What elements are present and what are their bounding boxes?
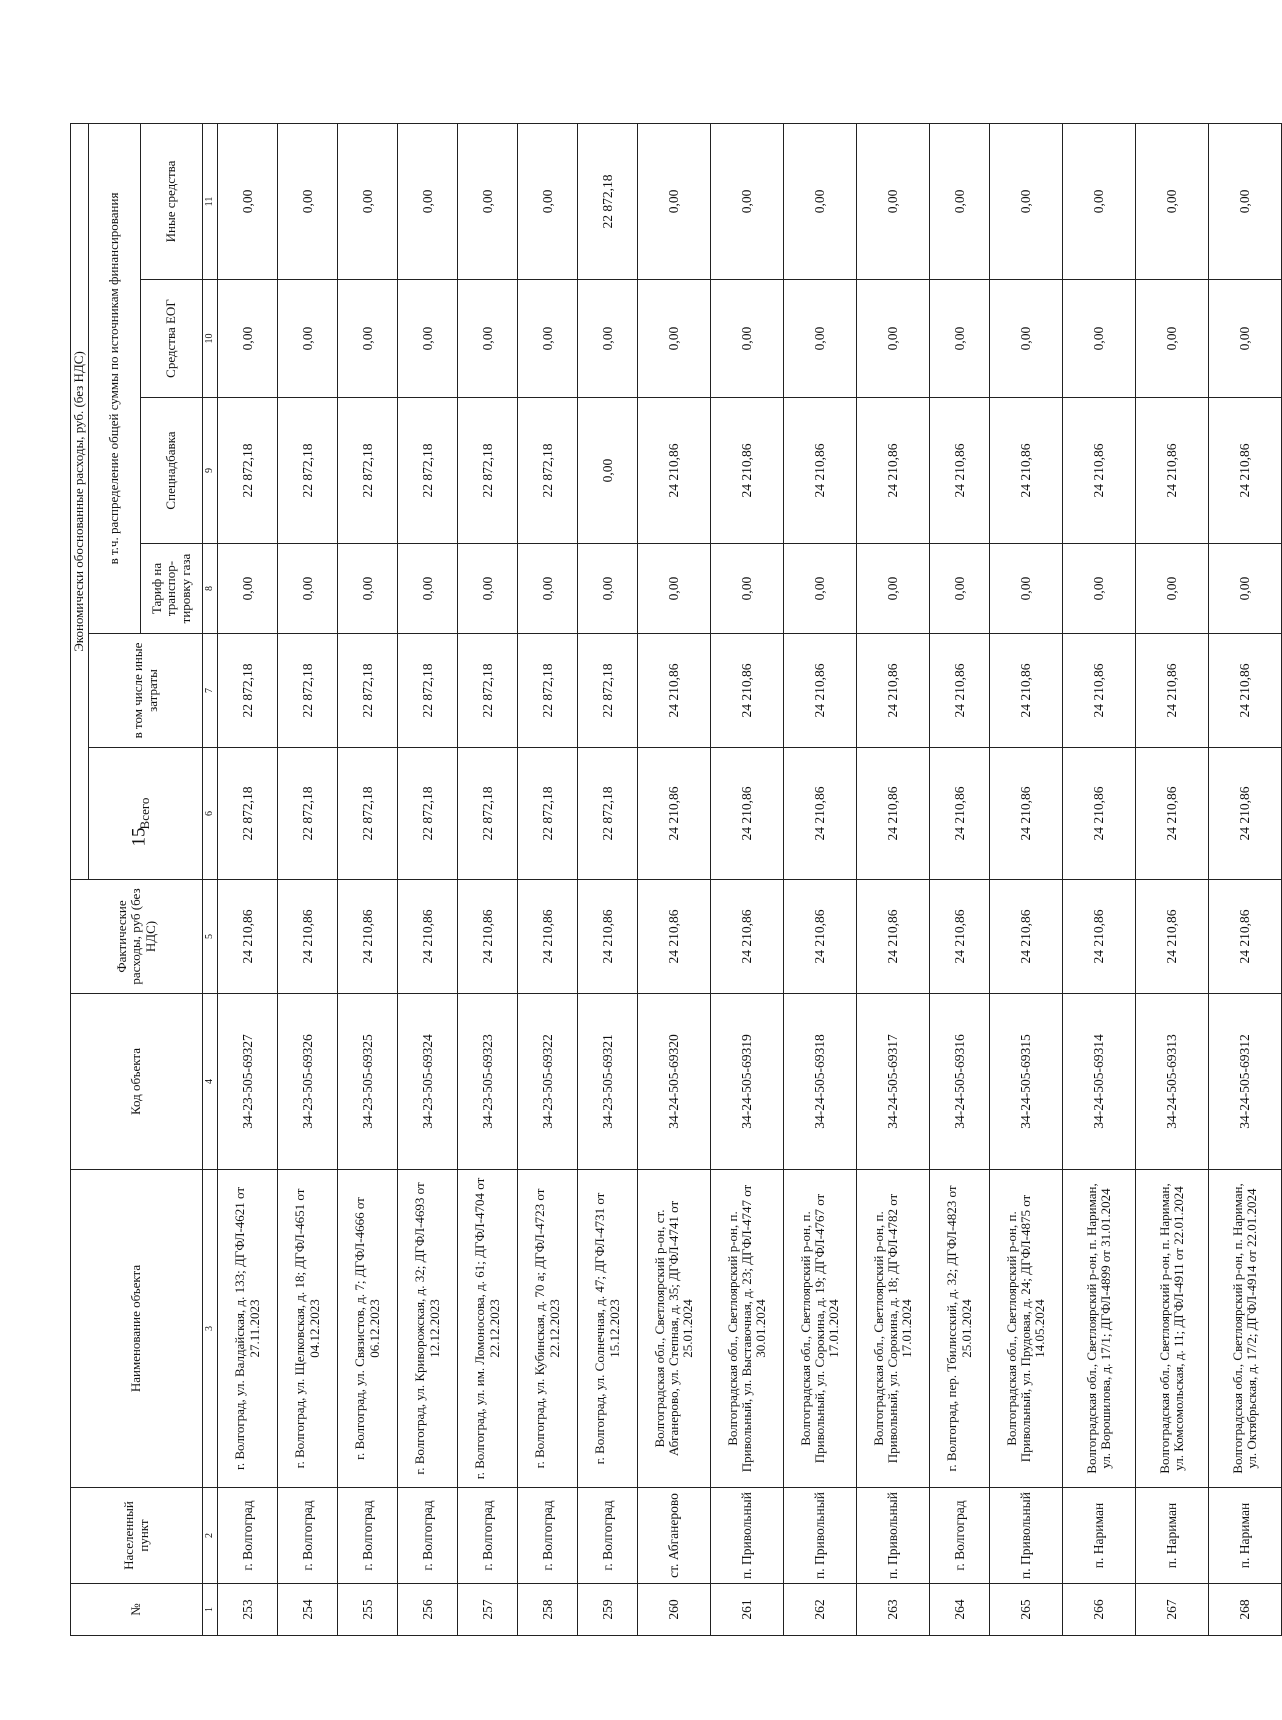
header-actual-expenses: Фактические расходы, руб (без НДС)	[71, 880, 203, 994]
actual-expenses-cell: 24 210,86	[990, 880, 1063, 994]
object-name-cell: г. Волгоград, пер. Тбилисский, д. 32; ДГФЛ-4823 от 25.01.2024	[930, 1170, 990, 1488]
total-cell: 24 210,86	[1063, 748, 1136, 880]
other-costs-cell: 22 872,18	[338, 634, 398, 748]
object-name-cell: Волгоградская обл., Светлоярский р-он, п. Нариман, ул. Октябрьская, д. 17/2; ДГФЛ-4914 от 22.01.2024	[1209, 1170, 1282, 1488]
tariff-cell: 0,00	[711, 544, 784, 634]
column-number: 3	[203, 1170, 218, 1488]
object-name-cell: г. Волгоград, ул. Солнечная, д. 47; ДГФЛ-4731 от 15.12.2023	[578, 1170, 638, 1488]
object-name-cell: Волгоградская обл., Светлоярский р-он, п. Привольный, ул. Сорокина, д. 19; ДГФЛ-4767 от 17.01.2024	[784, 1170, 857, 1488]
other-costs-cell: 24 210,86	[1209, 634, 1282, 748]
other-costs-cell: 24 210,86	[1063, 634, 1136, 748]
row-number: 265	[990, 1584, 1063, 1636]
special-charge-cell: 0,00	[578, 398, 638, 544]
tariff-cell: 0,00	[578, 544, 638, 634]
tariff-cell: 0,00	[1136, 544, 1209, 634]
header-no: №	[71, 1584, 203, 1636]
object-code-cell: 34-23-505-69322	[518, 994, 578, 1170]
special-charge-cell: 24 210,86	[990, 398, 1063, 544]
special-charge-cell: 24 210,86	[784, 398, 857, 544]
other-funds-cell: 22 872,18	[578, 123, 638, 279]
eog-funds-cell: 0,00	[578, 280, 638, 398]
tariff-cell: 0,00	[1209, 544, 1282, 634]
column-numbers-row	[203, 123, 218, 1635]
object-code-cell: 34-24-505-69312	[1209, 994, 1282, 1170]
row-number: 264	[930, 1584, 990, 1636]
column-number: 11	[203, 123, 218, 279]
total-cell: 24 210,86	[1209, 748, 1282, 880]
locality-cell: п. Нариман	[1209, 1488, 1282, 1584]
row-number: 254	[278, 1584, 338, 1636]
total-cell: 22 872,18	[278, 748, 338, 880]
table-row	[218, 123, 278, 1635]
tariff-cell: 0,00	[990, 544, 1063, 634]
actual-expenses-cell: 24 210,86	[398, 880, 458, 994]
other-costs-cell: 22 872,18	[398, 634, 458, 748]
special-charge-cell: 22 872,18	[398, 398, 458, 544]
object-name-cell: Волгоградская обл., Светлоярский р-он, п. Нариман, ул. Ворошилова, д. 17/1; ДГФЛ-4899 от 31.01.2024	[1063, 1170, 1136, 1488]
locality-cell: п. Нариман	[1063, 1488, 1136, 1584]
object-code-cell: 34-23-505-69323	[458, 994, 518, 1170]
actual-expenses-cell: 24 210,86	[218, 880, 278, 994]
locality-cell: г. Волгоград	[218, 1488, 278, 1584]
rotated-table-container	[70, 124, 1259, 1636]
actual-expenses-cell: 24 210,86	[1136, 880, 1209, 994]
other-funds-cell: 0,00	[1209, 123, 1282, 279]
row-number: 266	[1063, 1584, 1136, 1636]
locality-cell: г. Волгоград	[278, 1488, 338, 1584]
total-cell: 24 210,86	[638, 748, 711, 880]
other-costs-cell: 22 872,18	[458, 634, 518, 748]
tariff-cell: 0,00	[218, 544, 278, 634]
total-cell: 24 210,86	[784, 748, 857, 880]
other-funds-cell: 0,00	[1063, 123, 1136, 279]
expenses-table	[70, 123, 1282, 1636]
other-costs-cell: 24 210,86	[638, 634, 711, 748]
eog-funds-cell: 0,00	[784, 280, 857, 398]
object-code-cell: 34-23-505-69325	[338, 994, 398, 1170]
locality-cell: г. Волгоград	[930, 1488, 990, 1584]
table-row	[278, 123, 338, 1635]
total-cell: 22 872,18	[218, 748, 278, 880]
locality-cell: г. Волгоград	[458, 1488, 518, 1584]
actual-expenses-cell: 24 210,86	[930, 880, 990, 994]
tariff-cell: 0,00	[638, 544, 711, 634]
other-costs-cell: 24 210,86	[990, 634, 1063, 748]
other-costs-cell: 22 872,18	[278, 634, 338, 748]
other-costs-cell: 24 210,86	[1136, 634, 1209, 748]
other-costs-cell: 24 210,86	[784, 634, 857, 748]
object-name-cell: Волгоградская обл., Светлоярский р-он, п. Привольный, ул. Сорокина, д. 18; ДГФЛ-4782 от 17.01.2024	[857, 1170, 930, 1488]
eog-funds-cell: 0,00	[857, 280, 930, 398]
eog-funds-cell: 0,00	[638, 280, 711, 398]
actual-expenses-cell: 24 210,86	[578, 880, 638, 994]
header-object-code: Код объекта	[71, 994, 203, 1170]
special-charge-cell: 24 210,86	[1209, 398, 1282, 544]
object-code-cell: 34-23-505-69327	[218, 994, 278, 1170]
table-row	[1209, 123, 1282, 1635]
eog-funds-cell: 0,00	[218, 280, 278, 398]
other-funds-cell: 0,00	[518, 123, 578, 279]
object-name-cell: Волгоградская обл., Светлоярский р-он, п. Нариман, ул. Комсомольская, д. 11; ДГФЛ-4911 от 22.01.2024	[1136, 1170, 1209, 1488]
special-charge-cell: 24 210,86	[1136, 398, 1209, 544]
tariff-cell: 0,00	[784, 544, 857, 634]
object-code-cell: 34-24-505-69315	[990, 994, 1063, 1170]
locality-cell: г. Волгоград	[338, 1488, 398, 1584]
table-row	[784, 123, 857, 1635]
table-row	[857, 123, 930, 1635]
column-number: 8	[203, 544, 218, 634]
column-number: 4	[203, 994, 218, 1170]
object-name-cell: г. Волгоград, ул. Валдайская, д. 133; ДГФЛ-4621 от 27.11.2023	[218, 1170, 278, 1488]
eog-funds-cell: 0,00	[711, 280, 784, 398]
eog-funds-cell: 0,00	[278, 280, 338, 398]
header-object-name: Наименование объекта	[71, 1170, 203, 1488]
column-number: 9	[203, 398, 218, 544]
other-funds-cell: 0,00	[398, 123, 458, 279]
locality-cell: п. Привольный	[990, 1488, 1063, 1584]
object-code-cell: 34-24-505-69314	[1063, 994, 1136, 1170]
object-name-cell: Волгоградская обл., Светлоярский р-он, п. Привольный, ул. Выставочная, д. 23; ДГФЛ-4747 от 30.01.2024	[711, 1170, 784, 1488]
table-header	[71, 123, 218, 1635]
other-funds-cell: 0,00	[990, 123, 1063, 279]
total-cell: 24 210,86	[857, 748, 930, 880]
row-number: 260	[638, 1584, 711, 1636]
header-econ-group: Экономически обоснованные расходы, руб. (без НДС)	[71, 123, 89, 879]
header-total: Всего	[89, 748, 203, 880]
header-eog-funds: Средства ЕОГ	[141, 280, 203, 398]
other-funds-cell: 0,00	[1136, 123, 1209, 279]
tariff-cell: 0,00	[398, 544, 458, 634]
special-charge-cell: 22 872,18	[458, 398, 518, 544]
total-cell: 22 872,18	[518, 748, 578, 880]
total-cell: 22 872,18	[338, 748, 398, 880]
object-name-cell: г. Волгоград, ул. им. Ломоносова, д. 61; ДГФЛ-4704 от 22.12.2023	[458, 1170, 518, 1488]
actual-expenses-cell: 24 210,86	[458, 880, 518, 994]
actual-expenses-cell: 24 210,86	[711, 880, 784, 994]
other-funds-cell: 0,00	[338, 123, 398, 279]
row-number: 259	[578, 1584, 638, 1636]
table-row	[711, 123, 784, 1635]
object-code-cell: 34-23-505-69326	[278, 994, 338, 1170]
tariff-cell: 0,00	[930, 544, 990, 634]
other-costs-cell: 22 872,18	[518, 634, 578, 748]
special-charge-cell: 22 872,18	[518, 398, 578, 544]
other-costs-cell: 24 210,86	[711, 634, 784, 748]
object-code-cell: 34-24-505-69320	[638, 994, 711, 1170]
table-row	[638, 123, 711, 1635]
column-number: 10	[203, 280, 218, 398]
eog-funds-cell: 0,00	[398, 280, 458, 398]
other-costs-cell: 24 210,86	[930, 634, 990, 748]
tariff-cell: 0,00	[338, 544, 398, 634]
tariff-cell: 0,00	[1063, 544, 1136, 634]
table-row	[578, 123, 638, 1635]
object-name-cell: Волгоградская обл., Светлоярский р-он, п. Привольный, ул. Прудовая, д. 24; ДГФЛ-4875 от 14.05.2024	[990, 1170, 1063, 1488]
row-number: 258	[518, 1584, 578, 1636]
column-number: 7	[203, 634, 218, 748]
object-code-cell: 34-24-505-69316	[930, 994, 990, 1170]
object-name-cell: г. Волгоград, ул. Связистов, д. 7; ДГФЛ-4666 от 06.12.2023	[338, 1170, 398, 1488]
eog-funds-cell: 0,00	[930, 280, 990, 398]
locality-cell: п. Привольный	[857, 1488, 930, 1584]
object-code-cell: 34-23-505-69321	[578, 994, 638, 1170]
total-cell: 22 872,18	[458, 748, 518, 880]
header-other-funds: Иные средства	[141, 123, 203, 279]
object-code-cell: 34-24-505-69317	[857, 994, 930, 1170]
other-funds-cell: 0,00	[638, 123, 711, 279]
row-number: 267	[1136, 1584, 1209, 1636]
total-cell: 24 210,86	[990, 748, 1063, 880]
other-costs-cell: 24 210,86	[857, 634, 930, 748]
eog-funds-cell: 0,00	[990, 280, 1063, 398]
row-number: 268	[1209, 1584, 1282, 1636]
header-special-charge: Спецнадбавка	[141, 398, 203, 544]
page-number: 15	[128, 827, 150, 847]
actual-expenses-cell: 24 210,86	[518, 880, 578, 994]
eog-funds-cell: 0,00	[1063, 280, 1136, 398]
other-costs-cell: 22 872,18	[218, 634, 278, 748]
special-charge-cell: 24 210,86	[638, 398, 711, 544]
column-number: 5	[203, 880, 218, 994]
actual-expenses-cell: 24 210,86	[784, 880, 857, 994]
special-charge-cell: 22 872,18	[338, 398, 398, 544]
header-locality: Населенный пункт	[71, 1488, 203, 1584]
locality-cell: г. Волгоград	[518, 1488, 578, 1584]
object-code-cell: 34-24-505-69319	[711, 994, 784, 1170]
row-number: 257	[458, 1584, 518, 1636]
tariff-cell: 0,00	[458, 544, 518, 634]
actual-expenses-cell: 24 210,86	[638, 880, 711, 994]
actual-expenses-cell: 24 210,86	[857, 880, 930, 994]
locality-cell: п. Привольный	[784, 1488, 857, 1584]
table-row	[518, 123, 578, 1635]
special-charge-cell: 24 210,86	[930, 398, 990, 544]
actual-expenses-cell: 24 210,86	[1209, 880, 1282, 994]
eog-funds-cell: 0,00	[518, 280, 578, 398]
object-code-cell: 34-24-505-69313	[1136, 994, 1209, 1170]
object-code-cell: 34-24-505-69318	[784, 994, 857, 1170]
locality-cell: п. Привольный	[711, 1488, 784, 1584]
tariff-cell: 0,00	[857, 544, 930, 634]
total-cell: 24 210,86	[930, 748, 990, 880]
eog-funds-cell: 0,00	[338, 280, 398, 398]
table-row	[398, 123, 458, 1635]
locality-cell: п. Нариман	[1136, 1488, 1209, 1584]
table-row	[458, 123, 518, 1635]
other-funds-cell: 0,00	[218, 123, 278, 279]
other-costs-cell: 22 872,18	[578, 634, 638, 748]
object-code-cell: 34-23-505-69324	[398, 994, 458, 1170]
table-row	[930, 123, 990, 1635]
special-charge-cell: 22 872,18	[278, 398, 338, 544]
table-row	[1063, 123, 1136, 1635]
row-number: 255	[338, 1584, 398, 1636]
other-funds-cell: 0,00	[857, 123, 930, 279]
row-number: 256	[398, 1584, 458, 1636]
object-name-cell: г. Волгоград, ул. Щелковская, д. 18; ДГФЛ-4651 от 04.12.2023	[278, 1170, 338, 1488]
tariff-cell: 0,00	[278, 544, 338, 634]
eog-funds-cell: 0,00	[458, 280, 518, 398]
table-body	[218, 123, 1282, 1635]
total-cell: 24 210,86	[1136, 748, 1209, 880]
other-funds-cell: 0,00	[711, 123, 784, 279]
actual-expenses-cell: 24 210,86	[278, 880, 338, 994]
special-charge-cell: 24 210,86	[711, 398, 784, 544]
total-cell: 22 872,18	[578, 748, 638, 880]
tariff-cell: 0,00	[518, 544, 578, 634]
table-row	[990, 123, 1063, 1635]
header-tariff: Тариф на транспор-тировку газа	[141, 544, 203, 634]
object-name-cell: Волгоградская обл., Светлоярский р-он, ст. Абганерово, ул. Степная, д. 35; ДГФЛ-4741 от 25.01.2024	[638, 1170, 711, 1488]
locality-cell: ст. Абганерово	[638, 1488, 711, 1584]
table-row	[1136, 123, 1209, 1635]
other-funds-cell: 0,00	[458, 123, 518, 279]
object-name-cell: г. Волгоград, ул. Кубинская, д. 70 а; ДГФЛ-4723 от 22.12.2023	[518, 1170, 578, 1488]
row-number: 261	[711, 1584, 784, 1636]
header-distribution-group: в т.ч. распределение общей суммы по источникам финансирования	[89, 123, 141, 633]
actual-expenses-cell: 24 210,86	[338, 880, 398, 994]
column-number: 2	[203, 1488, 218, 1584]
total-cell: 22 872,18	[398, 748, 458, 880]
row-number: 253	[218, 1584, 278, 1636]
actual-expenses-cell: 24 210,86	[1063, 880, 1136, 994]
special-charge-cell: 22 872,18	[218, 398, 278, 544]
special-charge-cell: 24 210,86	[857, 398, 930, 544]
row-number: 263	[857, 1584, 930, 1636]
row-number: 262	[784, 1584, 857, 1636]
object-name-cell: г. Волгоград, ул. Криворожская, д. 32; ДГФЛ-4693 от 12.12.2023	[398, 1170, 458, 1488]
table-row	[338, 123, 398, 1635]
locality-cell: г. Волгоград	[398, 1488, 458, 1584]
total-cell: 24 210,86	[711, 748, 784, 880]
header-other-costs: в том числе иные затраты	[89, 634, 203, 748]
eog-funds-cell: 0,00	[1209, 280, 1282, 398]
eog-funds-cell: 0,00	[1136, 280, 1209, 398]
other-funds-cell: 0,00	[784, 123, 857, 279]
other-funds-cell: 0,00	[930, 123, 990, 279]
special-charge-cell: 24 210,86	[1063, 398, 1136, 544]
other-funds-cell: 0,00	[278, 123, 338, 279]
locality-cell: г. Волгоград	[578, 1488, 638, 1584]
column-number: 6	[203, 748, 218, 880]
column-number: 1	[203, 1584, 218, 1636]
